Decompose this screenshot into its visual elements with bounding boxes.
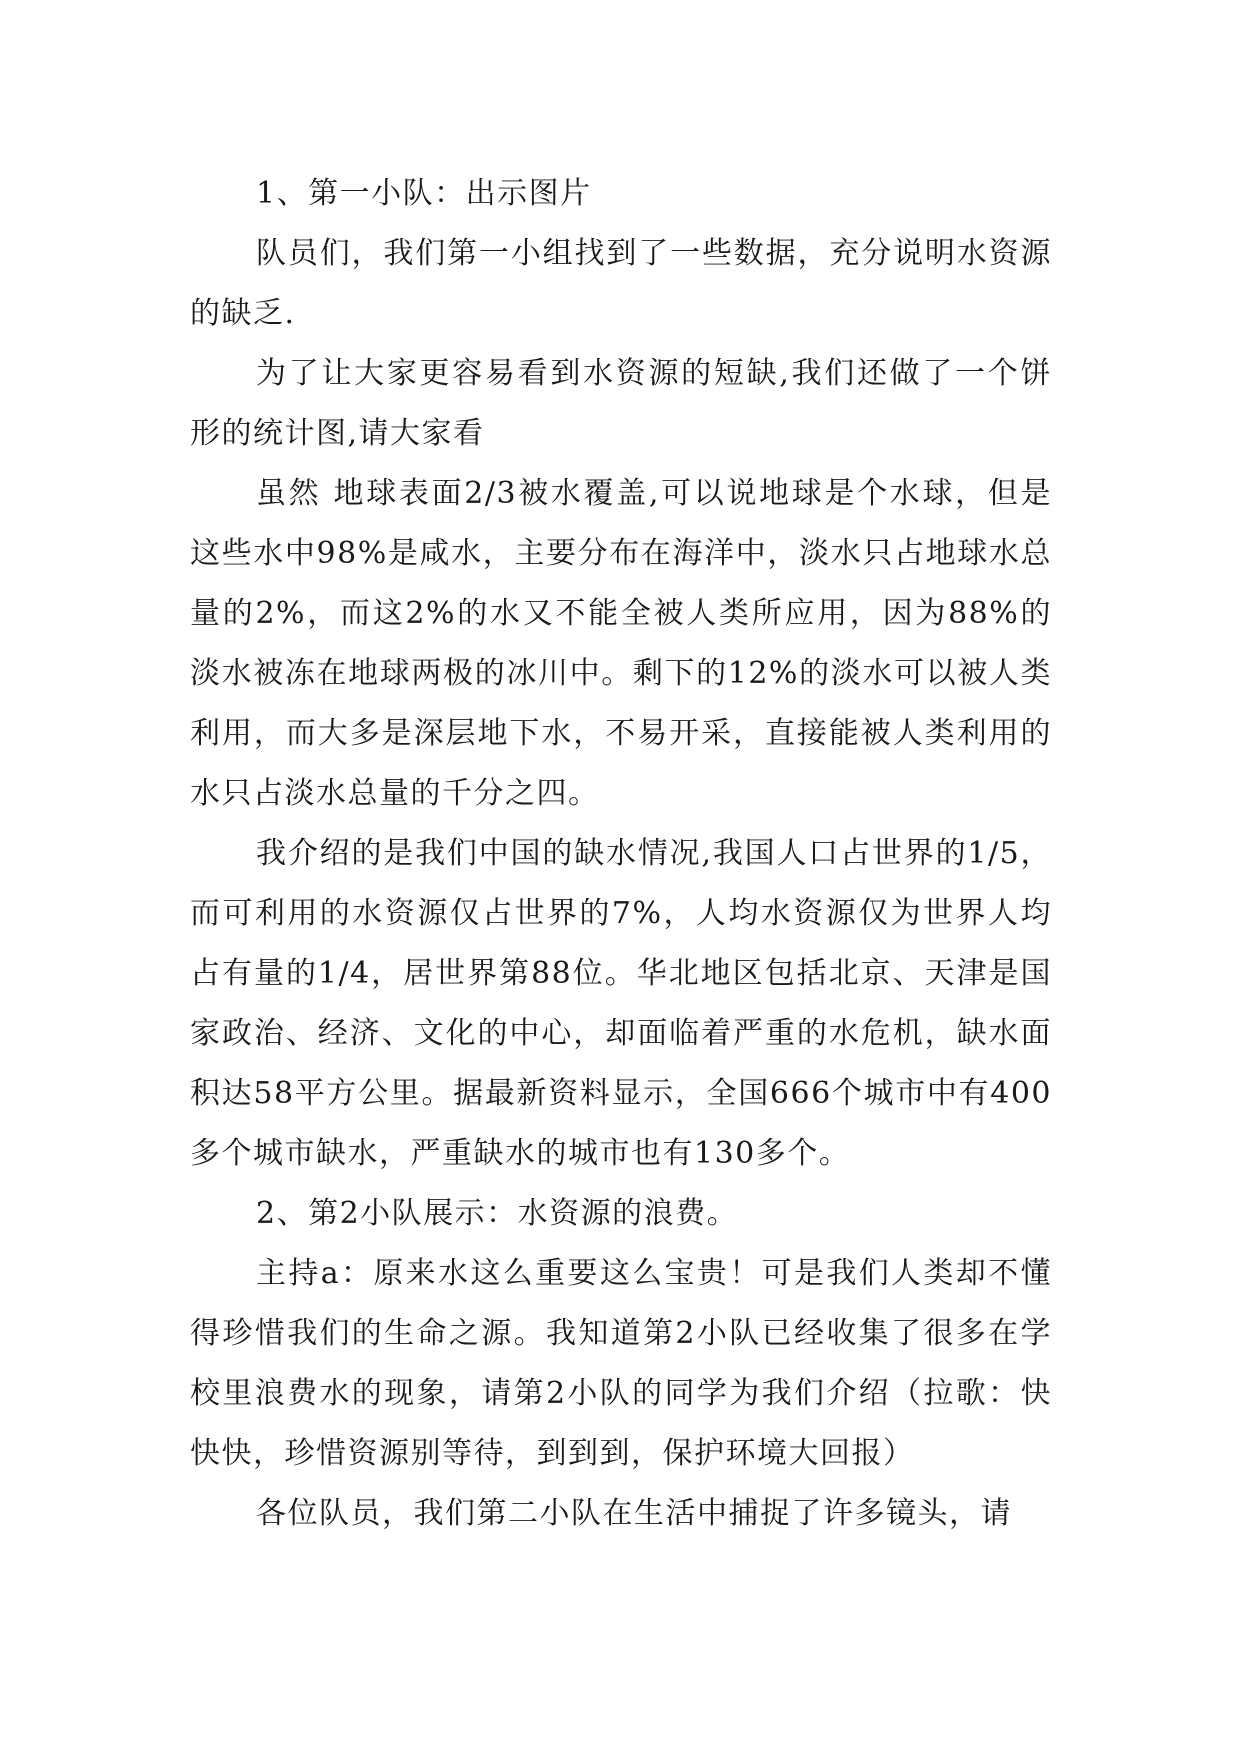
section-heading-2: 2、第2小队展示：水资源的浪费。 xyxy=(256,1196,739,1231)
paragraph: 虽然 地球表面2/3被水覆盖,可以说地球是个水球，但是这些水中98%是咸水，主要分布在海洋中，淡水只占地球水总量的2%，而这2%的水又不能全被人类所应用，因为88%的淡水被冻在地球两极的冰川中。剩下的12%的淡水可以被人类利用，而大多是深层地下水，不易开采，直接能被人类利用的水只占淡水总量的千分之四。 xyxy=(190,476,1052,811)
document-body xyxy=(190,164,1052,1544)
paragraph: 各位队员，我们第二小队在生活中捕捉了许多镜头，请 xyxy=(256,1496,1012,1531)
paragraph: 队员们，我们第一小组找到了一些数据，充分说明水资源的缺乏. xyxy=(190,236,1052,331)
section-heading-1: 1、第一小队：出示图片 xyxy=(256,176,592,211)
paragraph: 我介绍的是我们中国的缺水情况,我国人口占世界的1/5，而可利用的水资源仅占世界的7%，人均水资源仅为世界人均占有量的1/4，居世界第88位。华北地区包括北京、天津是国家政治、经济、文化的中心，却面临着严重的水危机，缺水面积达58平方公里。据最新资料显示，全国666个城市中有400多个城市缺水，严重缺水的城市也有130多个。 xyxy=(190,836,1052,1171)
paragraph: 为了让大家更容易看到水资源的短缺,我们还做了一个饼形的统计图,请大家看 xyxy=(190,356,1052,451)
paragraph: 主持a：原来水这么重要这么宝贵！可是我们人类却不懂得珍惜我们的生命之源。我知道第2小队已经收集了很多在学校里浪费水的现象，请第2小队的同学为我们介绍（拉歌：快快快，珍惜资源别等待，到到到，保护环境大回报） xyxy=(190,1256,1052,1471)
